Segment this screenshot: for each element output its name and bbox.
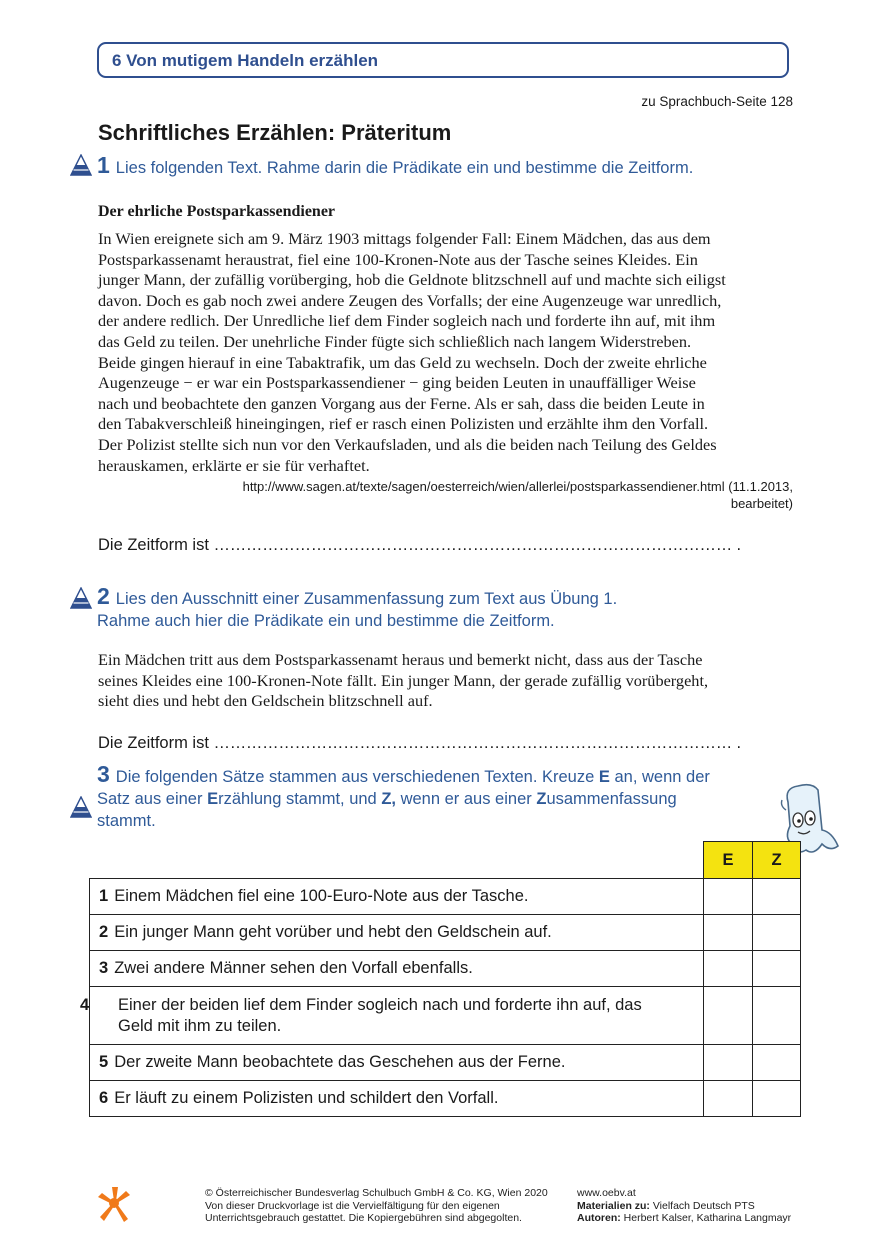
- sentence-cell: 6 Er läuft zu einem Polizisten und schildert den Vorfall.: [90, 1081, 704, 1117]
- sentence-cell: 2 Ein junger Mann geht vorüber und hebt den Geldschein auf.: [90, 915, 704, 951]
- table-header-row: [90, 842, 801, 879]
- task-2-instruction-cont: Rahme auch hier die Prädikate ein und bestimme die Zeitform.: [97, 612, 555, 630]
- tense-answer-line-1[interactable]: Die Zeitform ist …………………………………………………………………………………… .: [98, 536, 742, 554]
- source-note: bearbeitet): [730, 496, 793, 511]
- checkbox-e[interactable]: [704, 1045, 753, 1081]
- checkbox-e[interactable]: [704, 879, 753, 915]
- tense-answer-label: Die Zeitform ist: [98, 734, 209, 752]
- task-1-instruction: Lies folgenden Text. Rahme darin die Prädikate ein und bestimme die Zeitform.: [115, 159, 694, 177]
- table-row: [90, 951, 801, 987]
- story-text: [98, 229, 793, 476]
- column-z-header: Z: [753, 842, 801, 879]
- exercise-table: [80, 841, 801, 1117]
- sentence-cell: 4 Einer der beiden lief dem Finder sogleich nach und forderte ihn auf, das Geld mit ihm zu teilen.: [90, 987, 704, 1045]
- checkbox-z[interactable]: [753, 879, 801, 915]
- difficulty-pyramid-icon: [70, 154, 92, 176]
- summary-line: sieht dies und hebt den Geldschein blitzschnell auf.: [98, 691, 433, 711]
- tense-answer-label: Die Zeitform ist: [98, 536, 209, 554]
- story-line: Beide gingen hierauf in eine Tabaktrafik, um das Geld zu wechseln. Doch der zweite ehrliche: [98, 352, 707, 372]
- story-line: der andere redlich. Der Unredliche lief dem Finder sogleich nach und forderte ihn auf, mit ihm: [98, 311, 716, 331]
- checkbox-z[interactable]: [753, 1045, 801, 1081]
- table-row: [90, 1045, 801, 1081]
- checkbox-z[interactable]: [753, 1081, 801, 1117]
- story-line: davon. Doch es gab noch zwei andere Zeugen des Vorfalls; der eine Augenzeuge war unredlich,: [98, 290, 722, 310]
- checkbox-z[interactable]: [753, 915, 801, 951]
- task-1-heading: [97, 154, 693, 179]
- tense-answer-dots[interactable]: ……………………………………………………………………………………: [213, 536, 732, 554]
- textbook-reference: zu Sprachbuch-Seite 128: [641, 94, 793, 109]
- source-citation: [113, 478, 793, 512]
- story-line: das Geld zu teilen. Der unehrliche Finder fügte sich schließlich nach langem Widerstreben.: [98, 331, 692, 351]
- task-1-number: 1: [97, 152, 110, 178]
- summary-line: seines Kleides eine 100-Kronen-Note fällt. Ein junger Mann, der gerade zufällig vorübergeht,: [98, 670, 709, 690]
- story-line: Augenzeuge − er war ein Postsparkassendiener − ging beiden Leuten in unauffälliger Weise: [98, 373, 696, 393]
- task-3-heading: 3 Die folgenden Sätze stammen aus verschiedenen Texten. Kreuze E an, wenn der Satz aus einer Erzählung stammt, und Z, wenn er aus einer Zusammenfassung stammt.: [97, 761, 710, 830]
- story-line: herauskamen, erklärte er sie für verhaftet.: [98, 455, 370, 475]
- publisher-website-link[interactable]: www.oebv.at: [577, 1187, 636, 1199]
- footer-copyright: © Österreichischer Bundesverlag Schulbuch GmbH & Co. KG, Wien 2020 Von dieser Druckvorlage ist die Vervielfältigung für den eigenen Unterrichtsgebrauch gestattet. Die Kopiergebühren sind abgegolten.: [205, 1187, 548, 1225]
- checkbox-e[interactable]: [704, 987, 753, 1045]
- story-line: den Tabakverschleiß hineingingen, rief er rasch einen Polizisten und erzählte ihm den Vorfall.: [98, 414, 709, 434]
- summary-line: Ein Mädchen tritt aus dem Postsparkassenamt heraus und bemerkt nicht, dass aus der Tasche: [98, 650, 703, 669]
- task-2-instruction: Lies den Ausschnitt einer Zusammenfassung zum Text aus Übung 1.: [115, 590, 618, 608]
- summary-text: [98, 650, 793, 712]
- story-line: junger Mann, der zufällig vorüberging, hob die Geldnote blitzschnell auf und machte sich eiligst: [98, 270, 726, 290]
- difficulty-pyramid-icon: [70, 587, 92, 609]
- column-e-header: E: [704, 842, 753, 879]
- checkbox-e[interactable]: [704, 1081, 753, 1117]
- story-line: In Wien ereignete sich am 9. März 1903 mittags folgender Fall: Einem Mädchen, das aus dem: [98, 229, 711, 248]
- checkbox-z[interactable]: [753, 987, 801, 1045]
- story-title: Der ehrliche Postsparkassendiener: [98, 203, 336, 220]
- chapter-title: 6 Von mutigem Handeln erzählen: [112, 51, 379, 70]
- difficulty-pyramid-icon: [70, 796, 92, 818]
- sentence-cell: 1 Einem Mädchen fiel eine 100-Euro-Note aus der Tasche.: [90, 879, 704, 915]
- story-line: Postsparkassenamt heraustrat, fiel eine 100-Kronen-Note aus der Tasche seines Kleides. Ein: [98, 249, 698, 269]
- page-title: Schriftliches Erzählen: Präteritum: [98, 120, 452, 145]
- checkbox-e[interactable]: [704, 915, 753, 951]
- checkbox-e[interactable]: [704, 951, 753, 987]
- task-2-number: 2: [97, 583, 110, 609]
- table-row: [90, 987, 801, 1045]
- checkbox-z[interactable]: [753, 951, 801, 987]
- table-row: [90, 1081, 801, 1117]
- tense-answer-dots[interactable]: ……………………………………………………………………………………: [213, 734, 732, 752]
- footer-info: www.oebv.at Materialien zu: Vielfach Deutsch PTS Autoren: Herbert Kalser, Katharina Langmayr: [577, 1187, 792, 1225]
- story-line: Der Polizist stellte sich nun vor den Verkaufsladen, und als die beiden nach Teilung des Geldes: [98, 434, 717, 454]
- task-3-number: 3: [97, 761, 110, 787]
- table-header-spacer: [90, 842, 704, 879]
- table-row: [90, 879, 801, 915]
- tense-answer-line-2[interactable]: Die Zeitform ist …………………………………………………………………………………… .: [98, 734, 742, 752]
- story-line: nach und beobachtete den ganzen Vorgang aus der Ferne. Als er sah, dass die beiden Leute in: [98, 393, 705, 413]
- publisher-logo-icon: [96, 1185, 132, 1223]
- sentence-cell: 5 Der zweite Mann beobachtete das Geschehen aus der Ferne.: [90, 1045, 704, 1081]
- source-url: http://www.sagen.at/texte/sagen/oesterreich/wien/allerlei/postsparkassendiener.html (11.1.2013,: [242, 479, 793, 494]
- sentence-cell: 3 Zwei andere Männer sehen den Vorfall ebenfalls.: [90, 951, 704, 987]
- table-row: [90, 915, 801, 951]
- task-2-heading: [97, 585, 617, 632]
